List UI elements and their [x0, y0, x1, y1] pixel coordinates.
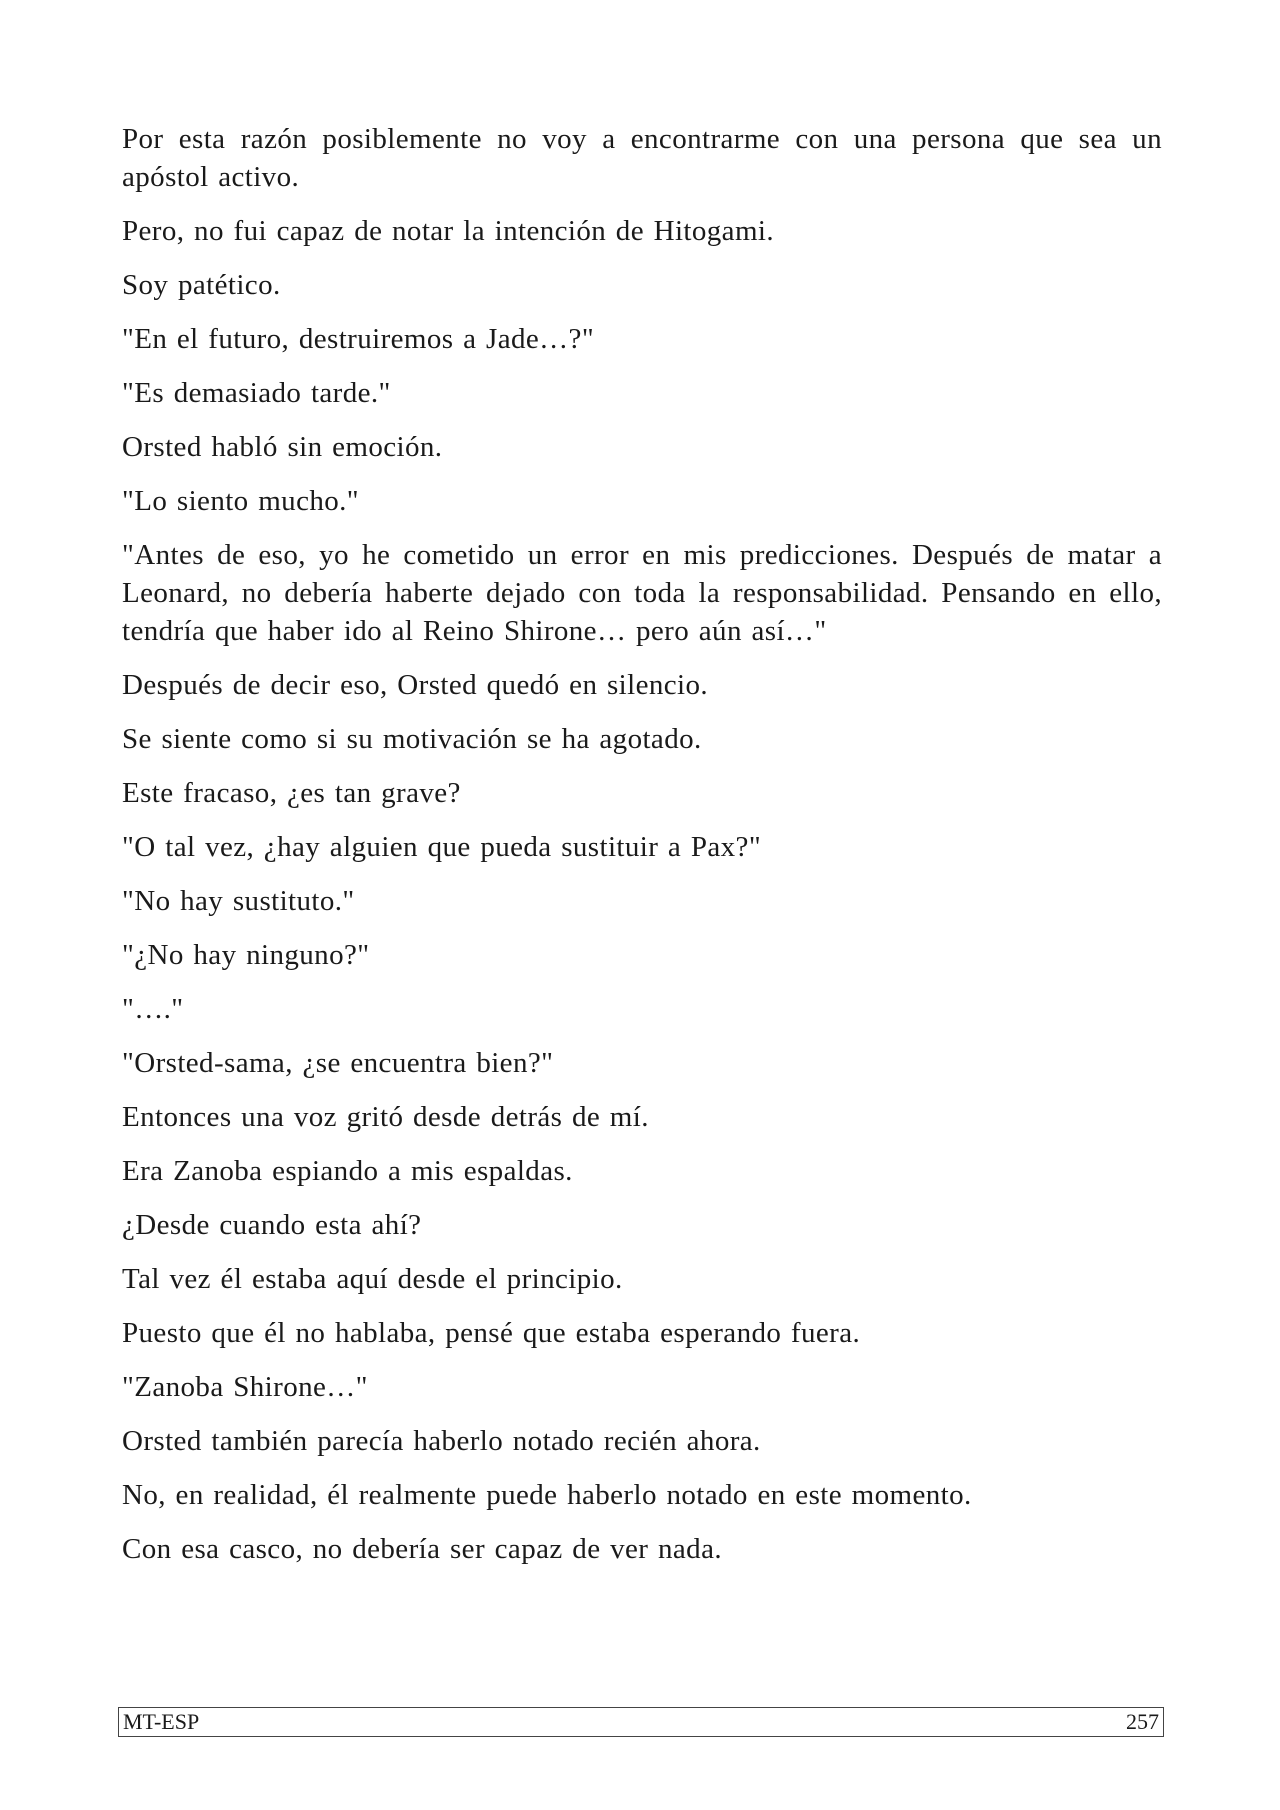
paragraph: Por esta razón posiblemente no voy a encontrarme con una persona que sea un apóstol activo.	[122, 123, 1162, 193]
paragraph: Orsted también parecía haberlo notado recién ahora.	[122, 1425, 761, 1457]
paragraph: "En el futuro, destruiremos a Jade…?"	[122, 323, 595, 355]
paragraph: "…."	[122, 993, 184, 1025]
footer-label: MT-ESP	[123, 1709, 200, 1734]
page-number: 257	[1126, 1709, 1159, 1734]
paragraph: Entonces una voz gritó desde detrás de mí.	[122, 1101, 649, 1133]
paragraph: Orsted habló sin emoción.	[122, 431, 443, 463]
paragraph: Este fracaso, ¿es tan grave?	[122, 777, 461, 809]
paragraph: "Es demasiado tarde."	[122, 377, 391, 409]
paragraph: "Antes de eso, yo he cometido un error en mis predicciones. Después de matar a Leonard, no debería haberte dejado con toda la responsabilidad. Pensando en ello, tendría que haber ido al Reino Shirone… pero aún así…"	[122, 539, 1162, 647]
paragraph: Tal vez él estaba aquí desde el principio.	[122, 1263, 623, 1295]
paragraph: Pero, no fui capaz de notar la intención de Hitogami.	[122, 215, 775, 247]
paragraph: Con esa casco, no debería ser capaz de ver nada.	[122, 1533, 722, 1565]
paragraph: No, en realidad, él realmente puede haberlo notado en este momento.	[122, 1479, 972, 1511]
paragraph: Se siente como si su motivación se ha agotado.	[122, 723, 702, 755]
page-footer	[118, 1707, 1164, 1737]
paragraph: Puesto que él no hablaba, pensé que estaba esperando fuera.	[122, 1317, 861, 1349]
paragraph: Soy patético.	[122, 269, 281, 301]
paragraph: "O tal vez, ¿hay alguien que pueda sustituir a Pax?"	[122, 831, 762, 863]
paragraph: "Lo siento mucho."	[122, 485, 360, 517]
page-body	[122, 120, 1162, 1584]
paragraph: "No hay sustituto."	[122, 885, 355, 917]
paragraph: Era Zanoba espiando a mis espaldas.	[122, 1155, 573, 1187]
paragraph: "Zanoba Shirone…"	[122, 1371, 368, 1403]
paragraph: Después de decir eso, Orsted quedó en silencio.	[122, 669, 709, 701]
paragraph: "Orsted-sama, ¿se encuentra bien?"	[122, 1047, 554, 1079]
paragraph: ¿Desde cuando esta ahí?	[122, 1209, 422, 1241]
paragraph: "¿No hay ninguno?"	[122, 939, 370, 971]
